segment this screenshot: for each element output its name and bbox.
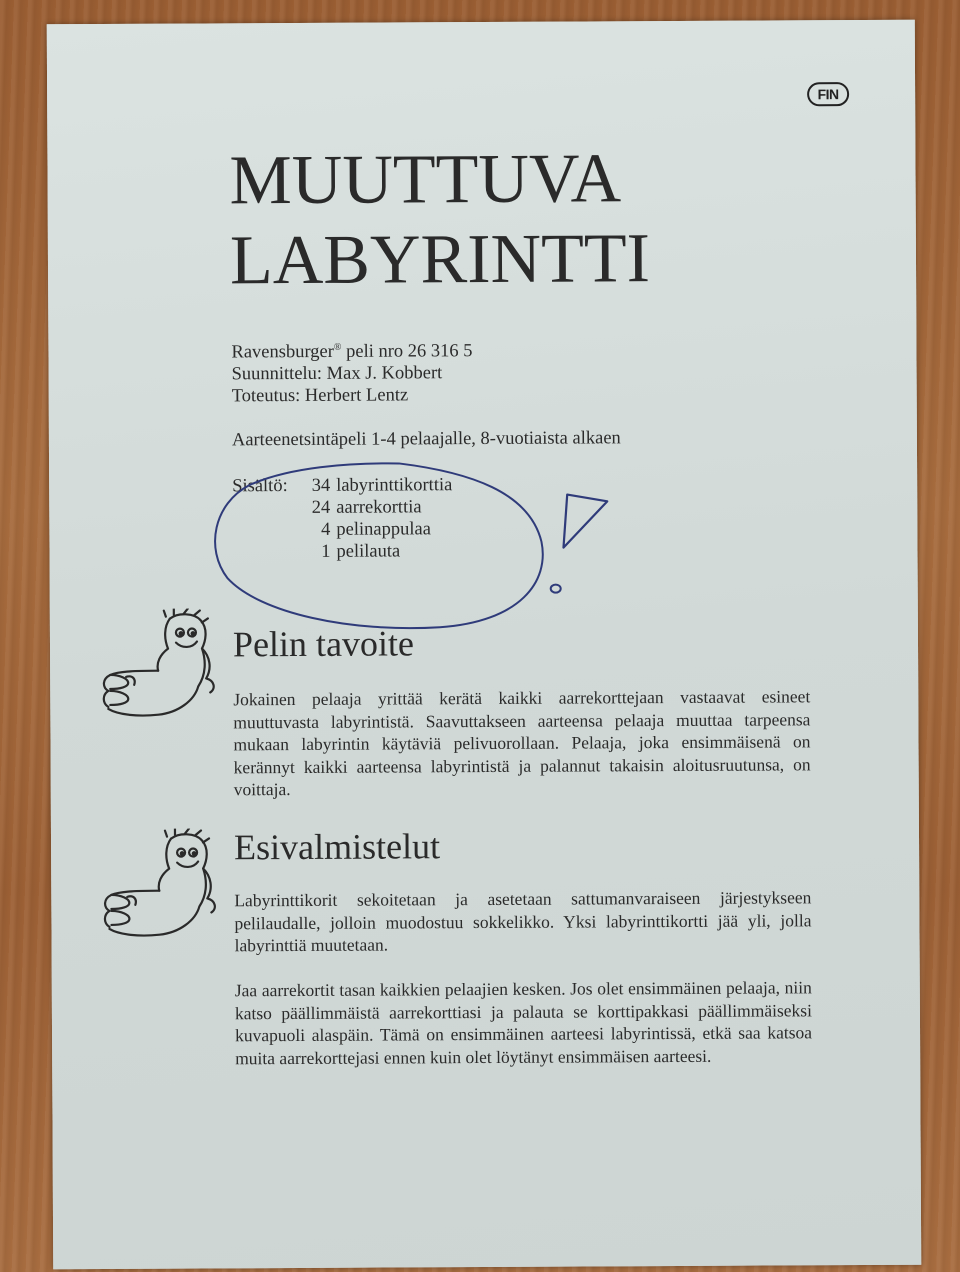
item-name: labyrinttikorttia <box>336 475 453 496</box>
section-heading-goal: Pelin tavoite <box>232 623 415 665</box>
pen-triangle <box>563 494 607 547</box>
contents-label: Sisältö: <box>232 476 288 497</box>
goal-paragraph: Jokainen pelaaja yrittää kerätä kaikki aarrekorttejaan vastaavat esineet muuttuvasta labyrintistä. Saavuttakseen aarteensa pelaaja muuttaa tarpeensa mukaan labyrintin käytäviä pelivuorollaan. Pelaaja, joka ensimmäisenä on kerännyt kaikki aarteensa labyrintistä ja palannut takaisin aloitusruutunsa, on voittaja. <box>233 686 811 800</box>
setup-paragraph-2: Jaa aarrekortit tasan kaikkien pelaajien kesken. Jos olet ensimmäinen pelaaja, niin katso päällimmäistä aarrekorttiasi ja palauta se korttipakkasi päällimmäiseksi kuvapuoli alaspäin. Tämä on ensimmäinen aarteesi labyrintissä, etkä saa katsoa muita aarrekorttejasi ennen kuin olet löytänyt ensimmäisen aarteesi. <box>234 977 813 1068</box>
title-line-1: MUUTTUVA <box>229 140 622 220</box>
item-name: aarrekorttia <box>336 497 422 518</box>
thumbs-up-mascot-icon <box>99 828 225 959</box>
players-line: Aarteenetsintäpeli 1-4 pelaajalle, 8-vuotiaista alkaen <box>231 428 621 451</box>
rules-sheet <box>47 20 922 1270</box>
item-name: pelinappulaa <box>336 519 431 540</box>
item-qty: 24 <box>311 497 331 518</box>
designer-line: Suunnittelu: Max J. Kobbert <box>231 363 443 385</box>
pen-circle <box>215 463 543 630</box>
registered-mark: ® <box>333 341 342 353</box>
item-name: pelilauta <box>336 541 401 562</box>
setup-paragraph-1: Labyrinttikorit sekoitetaan ja asetetaan sattumanvaraiseen järjestykseen pelilaudalle, jolloin muodostuu sokkelikko. Yksi labyrinttikortti jää yli, jolla labyrinttiä muutetaan. <box>234 887 812 956</box>
pen-dot <box>551 585 561 593</box>
item-qty: 34 <box>311 475 331 496</box>
title-line-2: LABYRINTTI <box>229 220 651 300</box>
game-number: peli nro 26 316 5 <box>341 341 473 362</box>
item-qty: 4 <box>321 519 331 540</box>
language-badge: FIN <box>807 82 849 106</box>
item-qty: 1 <box>321 541 331 562</box>
thumbs-up-mascot-icon <box>98 608 224 739</box>
realization-line: Toteutus: Herbert Lentz <box>231 385 409 407</box>
section-heading-setup: Esivalmistelut <box>233 826 441 868</box>
brand-name: Ravensburger <box>231 341 334 363</box>
